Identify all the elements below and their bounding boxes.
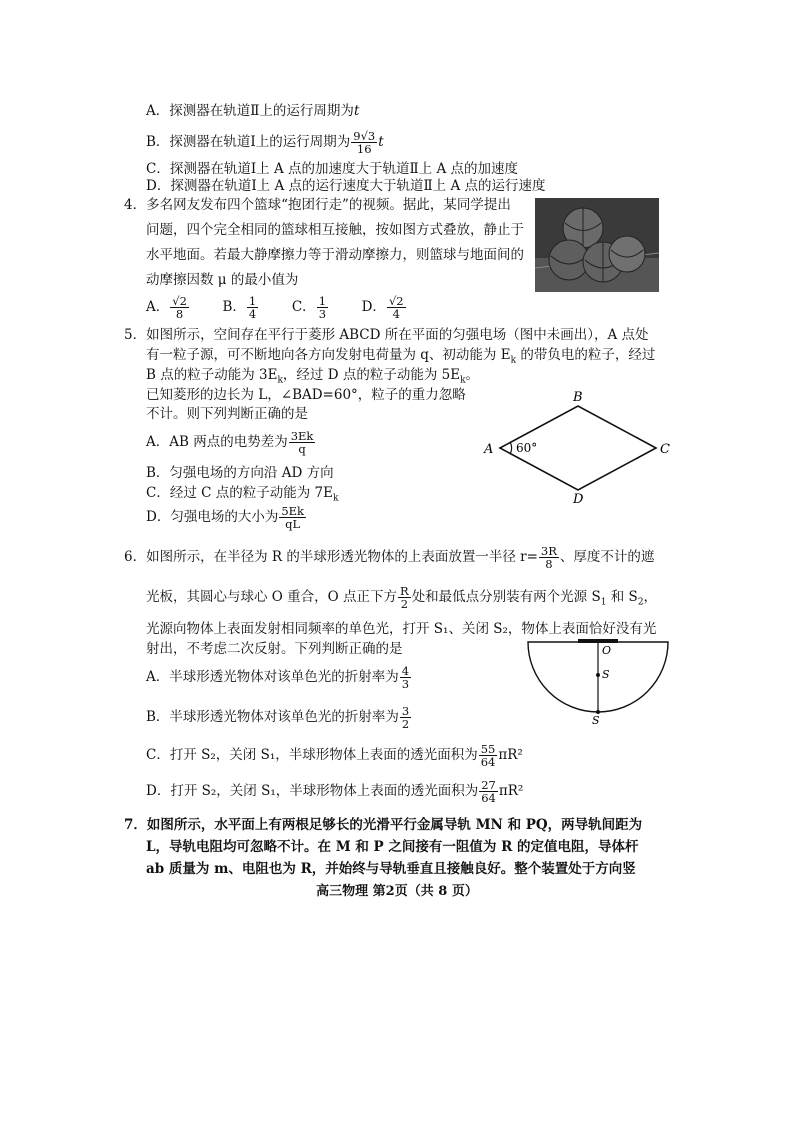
angle-arc — [510, 442, 512, 454]
angle-label: 60° — [516, 441, 538, 455]
q4-stem-line1: 4．多名网友发布四个篮球“抱团行走”的视频。据此，某同学提出 — [124, 197, 511, 213]
q5-option-d: D．匀强电场的大小为 $\frac{5Ek}{qL}$ — [146, 504, 305, 531]
q6-option-c: C．打开 S₂，关闭 S₁，半球形物体上表面的透光面积为 $\frac{55}{64}$ πR² — [146, 742, 523, 769]
q3-option-c: C．探测器在轨道Ⅰ上 A 点的加速度大于轨道Ⅱ上 A 点的加速度 — [146, 161, 519, 177]
q4-stem-line3: 水平地面。若最大静摩擦力等于滑动摩擦力，则篮球与地面间的 — [146, 247, 524, 263]
q6-stem-line4: 射出，不考虑二次反射。下列判断正确的是 — [146, 641, 403, 657]
light-source-s1 — [596, 673, 600, 677]
q4-stem-line4: 动摩擦因数 μ 的最小值为 — [146, 272, 299, 288]
q4-option-c: C． $\frac{1}{3}$ — [291, 294, 327, 321]
q3-option-a: A．探测器在轨道Ⅱ上的运行周期为t — [146, 103, 360, 119]
q4-option-d: D． $\frac{√2}{4}$ — [361, 294, 404, 321]
q5-stem-line3: B 点的粒子动能为 $3E_k$，经过 D 点的粒子动能为 $5E_k$。 — [146, 367, 480, 386]
q5-option-b: B．匀强电场的方向沿 AD 方向 — [146, 465, 334, 481]
vertex-d-label: D — [573, 492, 584, 507]
q3-option-b: B．探测器在轨道Ⅰ上的运行周期为 $\frac{9√3}{16}$ t — [146, 129, 384, 156]
q7-stem-line2: L，导轨电阻均可忽略不计。在 M 和 P 之间接有一阻值为 R 的定值电阻，导体杆 — [146, 839, 639, 855]
q5-stem-line2: 有一粒子源，可不断地向各方向发射电荷量为 q、初动能为 $E_k$ 的带负电的粒子，经过 — [146, 347, 656, 366]
vertex-a-label: A — [484, 442, 494, 457]
center-o-label: O — [602, 644, 612, 657]
q5-stem-line5: 不计。则下列判断正确的是 — [146, 406, 308, 422]
q5-option-c: C．经过 C 点的粒子动能为 $7E_k$ — [146, 485, 339, 504]
q6-option-a: A．半球形透光物体对该单色光的折射率为 $\frac{4}{3}$ — [146, 664, 410, 691]
q5-stem-line1: 5．如图所示，空间存在平行于菱形 ABCD 所在平面的匀强电场（图中未画出），A 点处 — [124, 327, 649, 343]
q7-stem-line1: 7．如图所示，水平面上有两根足够长的光滑平行金属导轨 MN 和 PQ，两导轨间距为 — [124, 817, 643, 833]
q6-stem-line1: 6．如图所示，在半径为 R 的半球形透光物体的上表面放置一半径 r= $\frac{3R}{8}$ 、厚度不计的遮 — [124, 544, 655, 571]
q6-stem-line2: 光板，其圆心与球心 O 重合，O 点正下方 $\frac{R}{2}$ 处和最低点分别装有两个光源 $S_1$ 和 $S_2$， — [146, 584, 658, 611]
q5-option-a: A．AB 两点的电势差为 $\frac{3Ek}{q}$ — [146, 429, 314, 456]
vertex-c-label: C — [660, 442, 670, 457]
q4-options — [146, 290, 407, 324]
q4-stem-line2: 问题，四个完全相同的篮球相互接触，按如图方式叠放，静止于 — [146, 222, 524, 238]
hemisphere-diagram — [522, 636, 674, 726]
q3-option-d: D．探测器在轨道Ⅰ上 A 点的运行速度大于轨道Ⅱ上 A 点的运行速度 — [146, 178, 546, 194]
page-footer: 高三物理 第2页（共 8 页） — [316, 884, 478, 899]
q6-option-d: D．打开 S₂，关闭 S₁，半球形物体上表面的透光面积为 $\frac{27}{64}$ πR² — [146, 778, 524, 805]
q5-stem-line4: 已知菱形的边长为 L，∠BAD=60°，粒子的重力忽略 — [146, 387, 466, 403]
q6-option-b: B．半球形透光物体对该单色光的折射率为 $\frac{3}{2}$ — [146, 704, 410, 731]
q4-option-a: A． $\frac{√2}{8}$ — [146, 294, 187, 321]
rhombus-diagram — [478, 390, 678, 508]
basketballs-photo — [535, 198, 659, 292]
q6-stem-line3: 光源向物体上表面发射相同频率的单色光，打开 S₁、关闭 S₂，物体上表面恰好没有光 — [146, 621, 657, 637]
vertex-b-label: B — [573, 390, 583, 405]
s2-label: S — [592, 714, 600, 726]
s1-label: S — [602, 668, 610, 681]
q7-stem-line3: ab 质量为 m、电阻也为 R，并始终与导轨垂直且接触良好。整个装置处于方向竖 — [146, 861, 636, 877]
q4-option-b: B． $\frac{1}{4}$ — [222, 294, 257, 321]
